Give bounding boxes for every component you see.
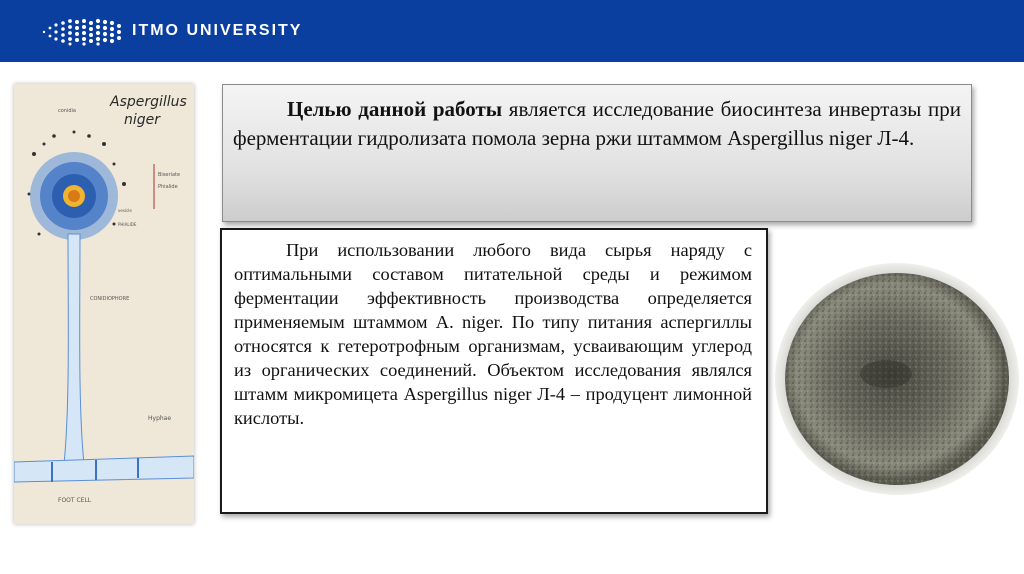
label-foot-cell: FOOT CELL (58, 497, 92, 504)
label-metulae: Biseriate (158, 172, 181, 178)
strain-info-box (220, 228, 768, 514)
label-phialide: Phialide (158, 184, 178, 190)
aspergillus-diagram (14, 84, 194, 524)
itmo-dot-logo-icon (40, 17, 124, 47)
label-conidia: conidia (58, 108, 76, 114)
label-hyphae: Hyphae (148, 415, 172, 422)
strain-info-text: При использовании любого вида сырья наряду с оптимальными составом питательной среды и режимом ферментации эффективность производства определяется применяемым штаммом A. niger. По типу питания аспергиллы относятся к гетеротрофным организмам, усваивающим углерод из органических соединений. Объектом исследования являлся штамм микромицета Aspergillus niger Л-4 – продуцент лимонной кислоты. (234, 240, 752, 428)
brand-name: ITMO UNIVERSITY (132, 22, 303, 39)
goal-lead: Целью данной работы (287, 97, 503, 121)
diagram-title-line2: niger (124, 112, 161, 128)
label-vesicle: vesicle (118, 208, 132, 213)
header-bar (0, 0, 1024, 62)
label-conidiophore: CONIDIOPHORE (90, 296, 130, 302)
label-phialide-small: PHIALIDE (118, 222, 137, 227)
aspergillus-illustration-icon (14, 84, 194, 524)
goal-rest: является исследование биосинтеза инвертазы при ферментации гидролизата помола зерна ржи штаммом Aspergillus niger Л-4. (233, 97, 961, 150)
research-goal-box (222, 84, 972, 222)
research-goal-text (233, 95, 961, 153)
petri-dish-image (774, 262, 1020, 496)
diagram-title-line1: Aspergillus (110, 94, 187, 110)
petri-dish-culture-icon (774, 262, 1020, 496)
